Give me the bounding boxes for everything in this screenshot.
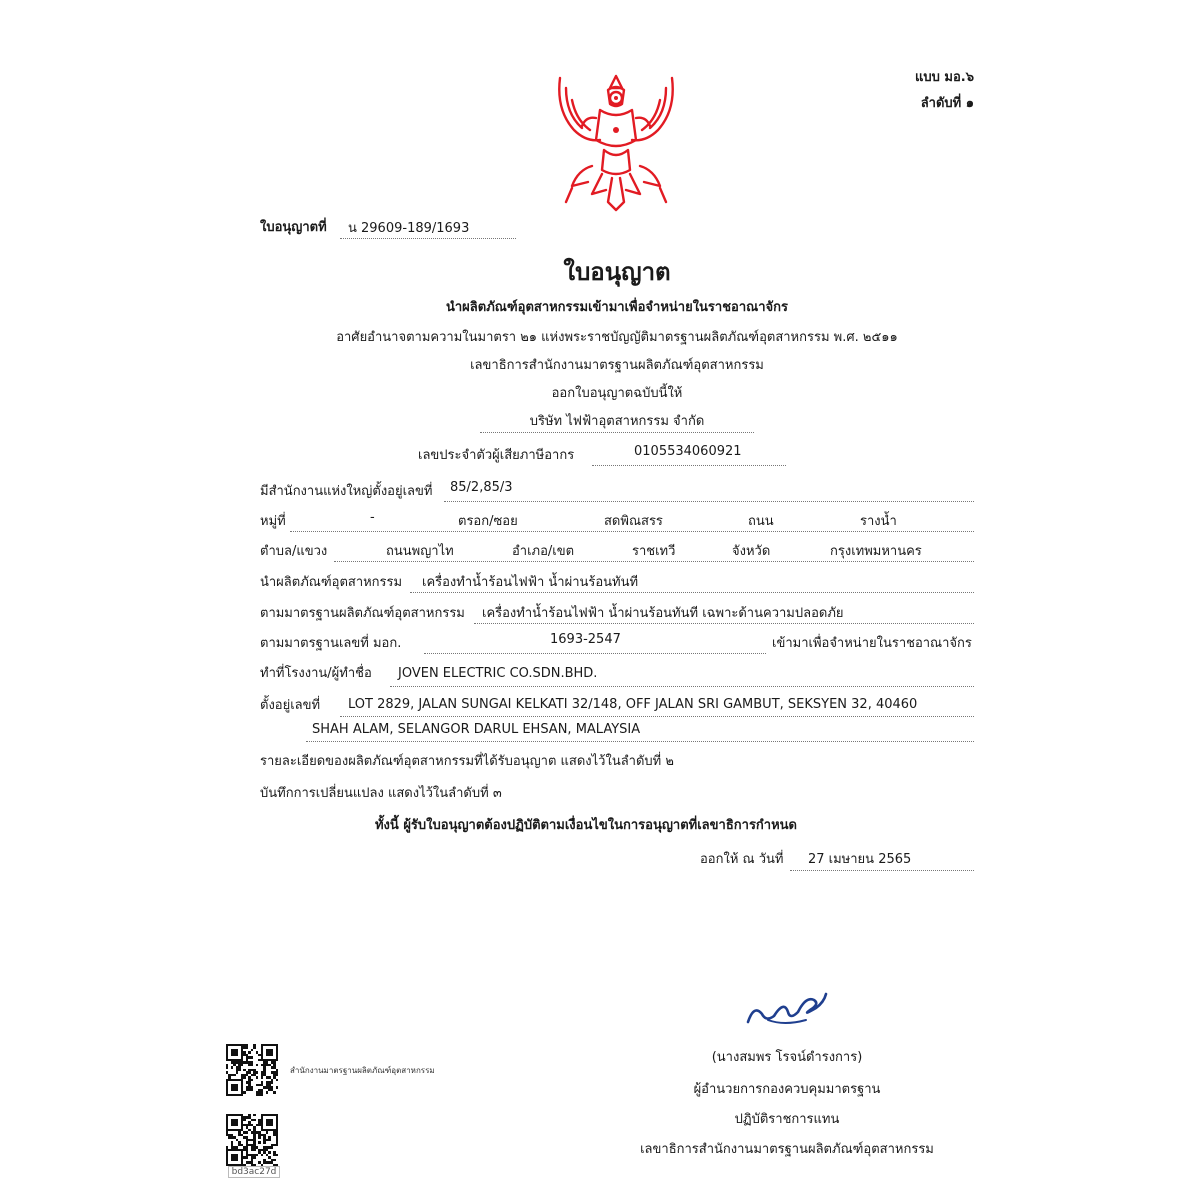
standard-value: เครื่องทำน้ำร้อนไฟฟ้า น้ำผ่านร้อนทันที เฉพาะด้านความปลอดภัย [482, 606, 844, 621]
condition-note: ทั้งนี้ ผู้รับใบอนุญาตต้องปฏิบัติตามเงื่อนไขในการอนุญาตที่เลขาธิการกำหนด [374, 818, 797, 833]
garuda-emblem-icon [552, 70, 680, 216]
company-name: บริษัท ไฟฟ้าอุตสาหกรรม จำกัด [529, 414, 705, 429]
license-number-value: น 29609-189/1693 [348, 221, 470, 236]
district-label: อำเภอ/เขต [512, 544, 575, 559]
secretary-general-title: เลขาธิการสำนักงานมาตรฐานผลิตภัณฑ์อุตสาหกรรม [640, 1142, 934, 1157]
tax-id-value: 0105534060921 [634, 444, 742, 459]
form-order: ลำดับที่ ๑ [920, 96, 974, 111]
product-value: เครื่องทำน้ำร้อนไฟฟ้า น้ำผ่านร้อนทันที [422, 575, 639, 590]
dotted-line [290, 531, 974, 532]
document-title: ใบอนุญาต [563, 258, 671, 286]
road-label: ถนน [748, 514, 774, 529]
standard-number-suffix: เข้ามาเพื่อจำหน่ายในราชอาณาจักร [772, 636, 972, 651]
form-code: แบบ มอ.๖ [915, 70, 974, 85]
signature-icon [744, 986, 830, 1030]
issued-date-label: ออกให้ ณ วันที่ [700, 852, 784, 867]
province-label: จังหวัด [732, 544, 771, 559]
qr-code-icon [226, 1044, 278, 1096]
document-subtitle: นำผลิตภัณฑ์อุตสาหกรรมเข้ามาเพื่อจำหน่ายในราชอาณาจักร [446, 300, 788, 315]
province-value: กรุงเทพมหานคร [830, 544, 922, 559]
dotted-line [592, 465, 786, 466]
issue-line: ออกใบอนุญาตฉบับนี้ให้ [551, 386, 683, 401]
standard-number-value: 1693-2547 [550, 632, 621, 647]
acting-on-behalf: ปฏิบัติราชการแทน [734, 1112, 840, 1127]
moo-value: - [370, 510, 375, 525]
details-note: รายละเอียดของผลิตภัณฑ์อุตสาหกรรมที่ได้รับอนุญาต แสดงไว้ในลำดับที่ ๒ [260, 754, 674, 769]
changes-note: บันทึกการเปลี่ยนแปลง แสดงไว้ในลำดับที่ ๓ [260, 786, 502, 801]
road-value: รางน้ำ [860, 514, 897, 529]
dotted-line [790, 870, 974, 871]
dotted-line [390, 686, 974, 687]
signatory-name: (นางสมพร โรจน์ดำรงการ) [711, 1050, 863, 1065]
standard-label: ตามมาตรฐานผลิตภัณฑ์อุตสาหกรรม [260, 606, 465, 621]
tax-id-label: เลขประจำตัวผู้เสียภาษีอากร [418, 448, 575, 463]
subdistrict-value: ถนนพญาไท [386, 544, 454, 559]
soi-label: ตรอก/ซอย [458, 514, 518, 529]
dotted-line [480, 432, 754, 433]
product-label: นำผลิตภัณฑ์อุตสาหกรรม [260, 575, 403, 590]
dotted-line [474, 623, 974, 624]
dotted-line [334, 561, 974, 562]
issuer-line: เลขาธิการสำนักงานมาตรฐานผลิตภัณฑ์อุตสาหกรรม [470, 358, 764, 373]
subdistrict-label: ตำบล/แขวง [260, 544, 328, 559]
maker-value: JOVEN ELECTRIC CO.SDN.BHD. [398, 666, 598, 681]
qr-caption: สำนักงานมาตรฐานผลิตภัณฑ์อุตสาหกรรม [290, 1066, 435, 1075]
dotted-line [410, 592, 974, 593]
district-value: ราชเทวี [632, 544, 676, 559]
maker-label: ทำที่โรงงาน/ผู้ทำชื่อ [260, 666, 372, 681]
dotted-line [340, 716, 974, 717]
maker-address-line1: LOT 2829, JALAN SUNGAI KELKATI 32/148, OFF JALAN SRI GAMBUT, SEKSYEN 32, 40460 [348, 697, 918, 712]
hq-value: 85/2,85/3 [450, 480, 513, 495]
dotted-line [340, 238, 516, 239]
standard-number-label: ตามมาตรฐานเลขที่ มอก. [260, 636, 402, 651]
dotted-line [444, 501, 974, 502]
qr-code-id: bd3ac27d [228, 1166, 280, 1178]
license-number-label: ใบอนุญาตที่ [260, 220, 327, 235]
hq-label: มีสำนักงานแห่งใหญ่ตั้งอยู่เลขที่ [260, 484, 433, 499]
signatory-position: ผู้อำนวยการกองควบคุมมาตรฐาน [693, 1082, 881, 1097]
moo-label: หมู่ที่ [260, 514, 286, 529]
soi-value: สดพิณสรร [604, 514, 663, 529]
maker-address-label: ตั้งอยู่เลขที่ [260, 698, 321, 713]
qr-code-icon [226, 1114, 278, 1166]
authority-line: อาศัยอำนาจตามความในมาตรา ๒๑ แห่งพระราชบัญญัติมาตรฐานผลิตภัณฑ์อุตสาหกรรม พ.ศ. ๒๕๑๑ [336, 330, 898, 345]
dotted-line [306, 741, 974, 742]
dotted-line [424, 653, 766, 654]
maker-address-line2: SHAH ALAM, SELANGOR DARUL EHSAN, MALAYSIA [312, 722, 641, 737]
issued-date-value: 27 เมษายน 2565 [808, 852, 912, 867]
